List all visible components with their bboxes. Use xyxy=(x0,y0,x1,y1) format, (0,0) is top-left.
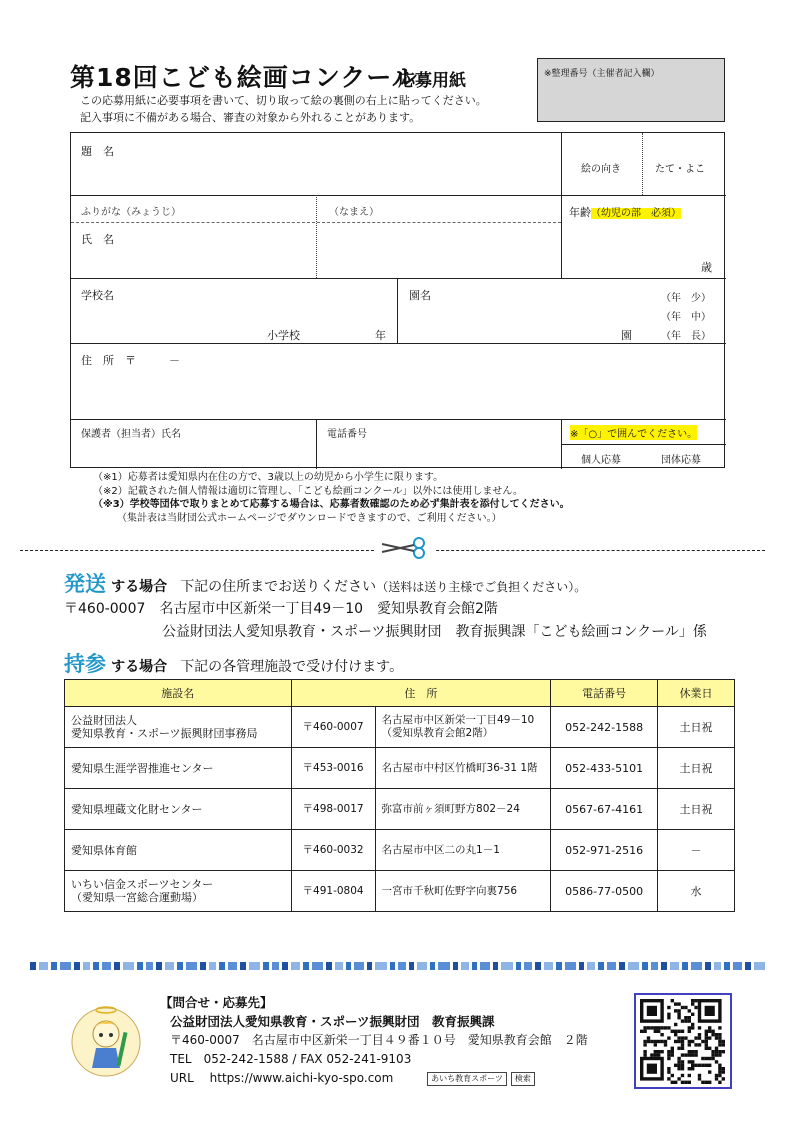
header-phone: 電話番号 xyxy=(551,680,658,707)
decorative-square xyxy=(535,962,541,970)
qr-code[interactable] xyxy=(634,993,732,1089)
mail-title: 発送 xyxy=(64,572,106,596)
age-required-note: （幼児の部 必須） xyxy=(591,208,681,219)
decorative-square xyxy=(453,962,459,970)
decorative-square xyxy=(39,962,48,970)
decorative-square xyxy=(480,962,489,970)
decorative-square xyxy=(682,962,688,970)
table-row xyxy=(65,707,735,748)
bring-section-heading xyxy=(64,648,403,678)
decorative-square xyxy=(501,962,512,970)
decorative-square xyxy=(30,962,36,970)
closed-days-cell: 土日祝 xyxy=(658,789,735,830)
closed-days-cell: － xyxy=(658,830,735,871)
decorative-square xyxy=(156,962,162,970)
mail-address-line-1: 〒460-0007 名古屋市中区新栄一丁目49－10 愛知県教育会館2階 xyxy=(64,601,498,617)
kinder-year-senior: （年 長） xyxy=(661,331,711,342)
table-row xyxy=(65,748,735,789)
decorative-square xyxy=(177,962,183,970)
address-cell: 名古屋市中村区竹橋町36-31 1階 xyxy=(375,748,551,789)
search-keyword-box: あいち教育スポーツ xyxy=(427,1072,507,1086)
decorative-square xyxy=(354,962,363,970)
closed-days-cell: 水 xyxy=(658,871,735,912)
search-button[interactable]: 検索 xyxy=(511,1072,535,1086)
decorative-square xyxy=(60,962,71,970)
decorative-square xyxy=(200,962,206,970)
mascot-image xyxy=(62,1002,150,1086)
decorative-square xyxy=(228,962,237,970)
table-header-row xyxy=(65,680,735,707)
intro-text-2: 記入事項に不備がある場合、審査の対象から外れることがあります。 xyxy=(80,111,421,124)
decorative-square xyxy=(123,962,134,970)
header-facility-name: 施設名 xyxy=(65,680,292,707)
page-title: 第18回こども絵画コンクール xyxy=(70,63,418,92)
reference-number-label: ※整理番号（主催者記入欄） xyxy=(544,69,660,79)
kindergarten-label: 園名 xyxy=(409,289,431,302)
kinder-year-middle: （年 中） xyxy=(661,312,711,323)
decorative-square xyxy=(430,962,436,970)
decorative-square xyxy=(579,962,585,970)
contact-url-row xyxy=(160,1069,588,1088)
zip-cell: 〒460-0007 xyxy=(291,707,375,748)
mail-section-heading xyxy=(64,568,586,598)
decorative-square xyxy=(556,962,562,970)
decorative-square xyxy=(754,962,765,970)
zip-cell: 〒453-0016 xyxy=(291,748,375,789)
note-2: （※2）記載された個人情報は適切に管理し、「こども絵画コンクール」以外には使用しません。 xyxy=(93,485,523,497)
zip-cell: 〒491-0804 xyxy=(291,871,375,912)
address-cell: 一宮市千秋町佐野字向裏756 xyxy=(375,871,551,912)
facility-name-cell: 愛知県埋蔵文化財センター xyxy=(65,789,292,830)
note-3: （※3）学校等団体で取りまとめて応募する場合は、応募者数確認のため必ず集計表を添付してください。 xyxy=(93,499,570,510)
decorative-square xyxy=(346,962,352,970)
facility-name-cell: いちい信金スポーツセンター （愛知県一宮総合運動場） xyxy=(65,871,292,912)
decorative-square xyxy=(724,962,730,970)
name-label: 氏 名 xyxy=(81,233,114,246)
table-row xyxy=(65,871,735,912)
decorative-square xyxy=(438,962,449,970)
furigana-label: ふりがな（みょうじ） xyxy=(81,207,181,218)
decorative-square xyxy=(93,962,99,970)
decorative-square xyxy=(745,962,751,970)
decorative-square xyxy=(186,962,197,970)
decorative-square xyxy=(335,962,343,970)
note-1: （※1）応募者は愛知県内在住の方で、3歳以上の幼児から小学生に限ります。 xyxy=(93,472,444,483)
contact-tel-fax: TEL 052-242-1588 / FAX 052-241-9103 xyxy=(170,1052,412,1066)
decorative-square xyxy=(524,962,532,970)
decorative-square xyxy=(263,962,269,970)
reference-number-box xyxy=(537,58,725,122)
decorative-band xyxy=(30,960,765,972)
school-label: 学校名 xyxy=(81,289,114,302)
decorative-square xyxy=(628,962,639,970)
decorative-square xyxy=(367,962,373,970)
note-4: （集計表は当財団公式ホームページでダウンロードできますので、ご利用ください。） xyxy=(117,512,502,524)
decorative-square xyxy=(733,962,742,970)
decorative-square xyxy=(219,962,225,970)
phone-label: 電話番号 xyxy=(327,429,367,440)
decorative-square xyxy=(51,962,57,970)
orientation-options: たて・よこ xyxy=(655,164,705,175)
address-cell: 名古屋市中区二の丸1－1 xyxy=(375,830,551,871)
age-field xyxy=(569,204,681,220)
decorative-square xyxy=(670,962,679,970)
address-cell: 名古屋市中区新栄一丁目49－10 （愛知県教育会館2階） xyxy=(375,707,551,748)
mail-postage-note: （送料は送り主様でご負担ください）。 xyxy=(376,580,587,594)
decorative-square xyxy=(714,962,722,970)
decorative-square xyxy=(137,962,143,970)
decorative-square xyxy=(493,962,499,970)
decorative-square xyxy=(651,962,659,970)
table-row xyxy=(65,789,735,830)
age-label: 年齢 xyxy=(569,206,591,219)
decorative-square xyxy=(272,962,280,970)
closed-days-cell: 土日祝 xyxy=(658,748,735,789)
decorative-square xyxy=(390,962,396,970)
individual-entry-label: 個人応募 xyxy=(581,455,621,466)
namae-label: （なまえ） xyxy=(329,207,379,218)
address-label: 住 所 〒 － xyxy=(81,354,180,367)
url-label: URL xyxy=(170,1071,194,1085)
phone-cell: 052-971-2516 xyxy=(551,830,658,871)
guardian-label: 保護者（担当者）氏名 xyxy=(81,429,181,440)
bring-instruction: 下記の各管理施設で受け付けます。 xyxy=(180,659,404,675)
phone-cell: 0586-77-0500 xyxy=(551,871,658,912)
decorative-square xyxy=(607,962,616,970)
title-label: 題 名 xyxy=(81,145,114,158)
phone-cell: 052-242-1588 xyxy=(551,707,658,748)
header-closed-days: 休業日 xyxy=(658,680,735,707)
decorative-square xyxy=(461,962,469,970)
facility-name-cell: 愛知県体育館 xyxy=(65,830,292,871)
kinder-year-junior: （年 少） xyxy=(661,293,711,304)
decorative-square xyxy=(642,962,648,970)
contact-block xyxy=(160,993,588,1088)
notes xyxy=(93,471,570,525)
phone-cell: 0567-67-4161 xyxy=(551,789,658,830)
bring-title-suffix: する場合 xyxy=(111,659,168,675)
closed-days-cell: 土日祝 xyxy=(658,707,735,748)
grade-suffix: 年 xyxy=(375,329,386,342)
kindergarten-suffix: 園 xyxy=(621,329,632,342)
intro-text-1: この応募用紙に必要事項を書いて、切り取って絵の裏側の右上に貼ってください。 xyxy=(80,94,487,107)
decorative-square xyxy=(303,962,309,970)
decorative-square xyxy=(598,962,604,970)
zip-cell: 〒460-0032 xyxy=(291,830,375,871)
decorative-square xyxy=(398,962,406,970)
decorative-square xyxy=(661,962,667,970)
phone-cell: 052-433-5101 xyxy=(551,748,658,789)
decorative-square xyxy=(312,962,323,970)
circle-note: ※「○」で囲んでください。 xyxy=(570,425,697,440)
contact-organization: 公益財団法人愛知県教育・スポーツ振興財団 教育振興課 xyxy=(170,1014,495,1029)
decorative-square xyxy=(705,962,711,970)
decorative-square xyxy=(587,962,595,970)
application-form xyxy=(70,132,725,468)
facility-name-cell: 愛知県生涯学習推進センター xyxy=(65,748,292,789)
decorative-square xyxy=(249,962,260,970)
school-suffix: 小学校 xyxy=(267,329,300,342)
address-cell: 弥富市前ヶ須町野方802－24 xyxy=(375,789,551,830)
decorative-square xyxy=(516,962,522,970)
decorative-square xyxy=(472,962,478,970)
decorative-square xyxy=(146,962,154,970)
decorative-square xyxy=(102,962,111,970)
age-unit: 歳 xyxy=(701,261,712,274)
group-entry-label: 団体応募 xyxy=(661,455,701,466)
mail-instruction: 下記の住所までお送りください xyxy=(180,579,377,595)
decorative-square xyxy=(209,962,217,970)
decorative-square xyxy=(282,962,288,970)
decorative-square xyxy=(544,962,553,970)
decorative-square xyxy=(417,962,426,970)
decorative-square xyxy=(326,962,332,970)
scissors-icon xyxy=(374,536,436,560)
website-link[interactable]: https://www.aichi-kyo-spo.com xyxy=(209,1071,394,1085)
decorative-square xyxy=(565,962,576,970)
decorative-square xyxy=(165,962,174,970)
contact-address: 〒460-0007 名古屋市中区新栄一丁目４９番１０号 愛知県教育会館 ２階 xyxy=(170,1033,588,1047)
decorative-square xyxy=(83,962,91,970)
bring-title: 持参 xyxy=(64,652,106,676)
header-address: 住 所 xyxy=(291,680,551,707)
table-row xyxy=(65,830,735,871)
contact-heading: 【問合せ・応募先】 xyxy=(160,995,273,1010)
mail-address-line-2: 公益財団法人愛知県教育・スポーツ振興財団 教育振興課「こども絵画コンクール」係 xyxy=(162,624,707,640)
decorative-square xyxy=(291,962,300,970)
facility-name-cell: 公益財団法人 愛知県教育・スポーツ振興財団事務局 xyxy=(65,707,292,748)
decorative-square xyxy=(409,962,415,970)
decorative-square xyxy=(375,962,386,970)
orientation-label: 絵の向き xyxy=(581,164,621,175)
decorative-square xyxy=(240,962,246,970)
mail-title-suffix: する場合 xyxy=(111,579,168,595)
page-subtitle: 応募用紙 xyxy=(398,71,466,91)
facilities-table xyxy=(64,679,735,912)
decorative-square xyxy=(114,962,120,970)
zip-cell: 〒498-0017 xyxy=(291,789,375,830)
decorative-square xyxy=(619,962,625,970)
decorative-square xyxy=(74,962,80,970)
decorative-square xyxy=(691,962,702,970)
